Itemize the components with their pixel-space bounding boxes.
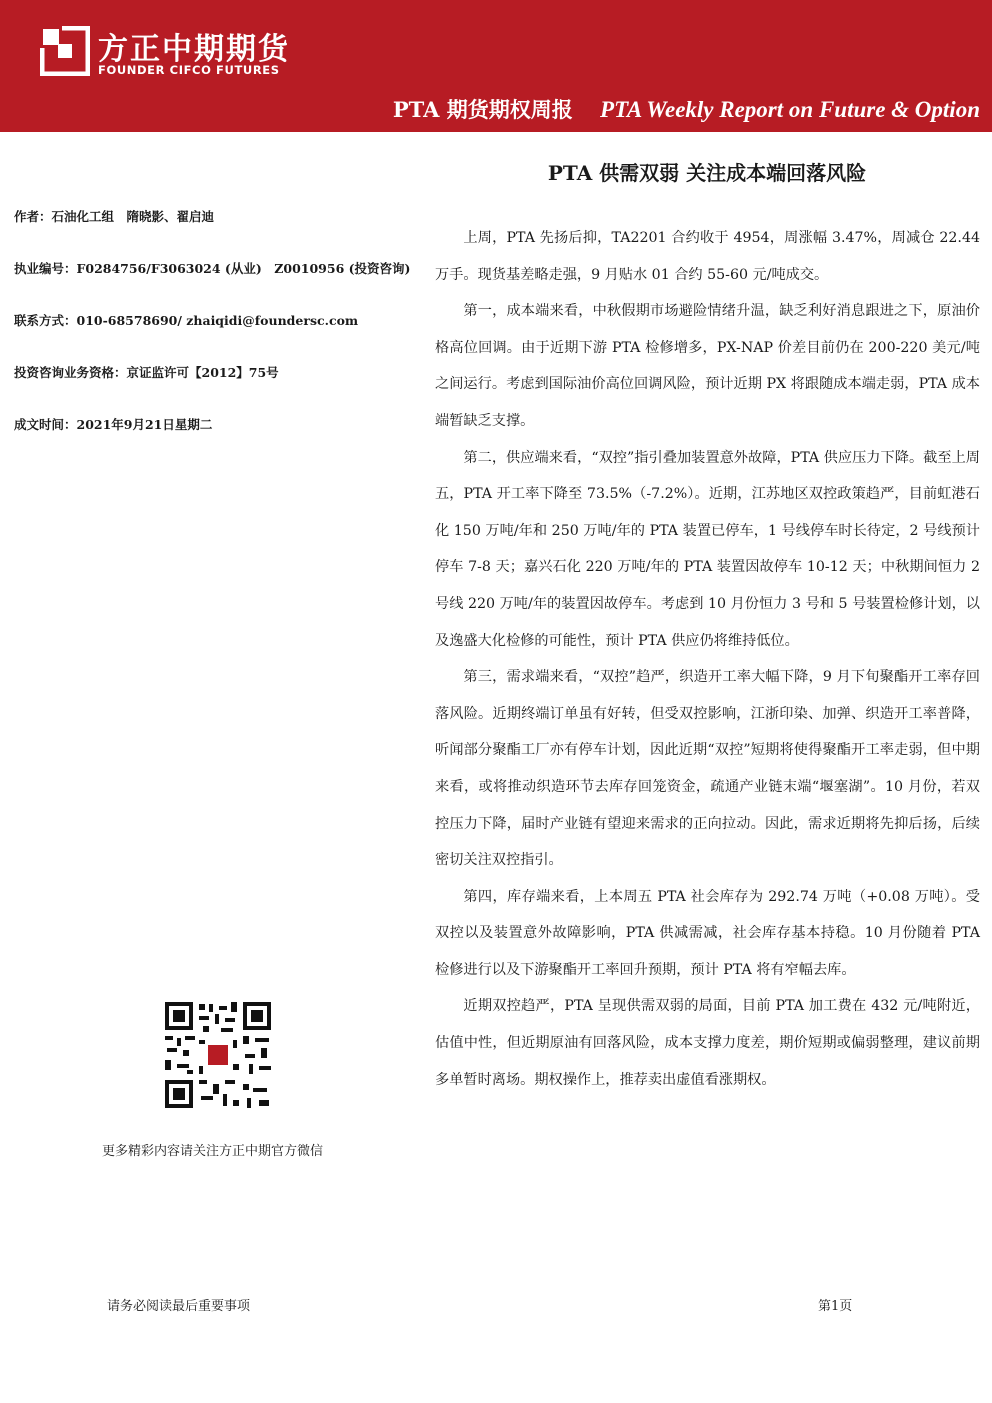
qualification-line: 投资咨询业务资格：京证监许可【2012】75号: [14, 365, 279, 380]
license-line: 执业编号：F0284756/F3063024 (从业) Z0010956 (投资咨询): [14, 261, 411, 276]
qr-caption: 更多精彩内容请关注方正中期官方微信: [101, 1144, 323, 1159]
article-body: [435, 220, 980, 1098]
logo-chinese-name: 方正中期期货: [98, 32, 290, 67]
wechat-qr-code-icon: [163, 1000, 273, 1110]
logo-english-name: FOUNDER CIFCO FUTURES: [98, 63, 280, 77]
founder-logo-icon: [40, 26, 90, 76]
page-number: 第1页: [818, 1299, 853, 1314]
author-info: [14, 207, 424, 467]
paragraph-inventory: 第四，库存端来看，上本周五 PTA 社会库存为 292.74 万吨（+0.08 万吨）。受双控以及装置意外故障影响，PTA 供减需减，社会库存基本持稳。10 月份随着 PTA 检修进行以及下游聚酯开工率回升预期，预计 PTA 将有窄幅去库。: [435, 888, 980, 978]
paragraph-summary: 上周，PTA 先扬后抑，TA2201 合约收于 4954，周涨幅 3.47%，周减仓 22.44 万手。现货基差略走强，9 月贴水 01 合约 55-60 元/吨成交。: [435, 230, 980, 283]
paragraph-demand: 第三，需求端来看，“双控”趋严，织造开工率大幅下降，9 月下旬聚酯开工率存回落风险。近期终端订单虽有好转，但受双控影响，江浙印染、加弹、织造开工率普降，听闻部分聚酯工厂亦有停车计划，因此近期“双控”短期将使得聚酯开工率走弱，但中期来看，或将推动织造环节去库存回笼资金，疏通产业链末端“堰塞湖”。10 月份，若双控压力下降，届时产业链有望迎来需求的正向拉动。因此，需求近期将先抑后扬，后续密切关注双控指引。: [435, 669, 980, 869]
paragraph-conclusion: 近期双控趋严，PTA 呈现供需双弱的局面，目前 PTA 加工费在 432 元/吨附近，估值中性，但近期原油有回落风险，成本支撑力度差，期价短期或偏弱整理，建议前期多单暂时离场。期权操作上，推荐卖出虚值看涨期权。: [435, 998, 980, 1088]
date-line: 成文时间：2021年9月21日星期二: [14, 417, 213, 432]
contact-line: 联系方式：010-68578690/ zhaiqidi@foundersc.com: [14, 313, 359, 328]
author-line: 作者：石油化工组 隋晓影、翟启迪: [14, 209, 215, 224]
paragraph-supply: 第二，供应端来看，“双控”指引叠加装置意外故障，PTA 供应压力下降。截至上周五，PTA 开工率下降至 73.5%（-7.2%）。近期，江苏地区双控政策趋严，目前虹港石化 150 万吨/年和 250 万吨/年的 PTA 装置已停车，1 号线停车时长待定，2 号线预计停车 7-8 天；嘉兴石化 220 万吨/年的 PTA 装置因故停车 10-12 天；中秋期间恒力 2 号线 220 万吨/年的装置因故停车。考虑到 10 月份恒力 3 号和 5 号装置检修计划，以及逸盛大化检修的可能性，预计 PTA 供应仍将维持低位。: [435, 449, 980, 649]
report-series-title: [393, 94, 980, 124]
report-title-en: PTA Weekly Report on Future & Option: [600, 97, 980, 122]
report-title-cn: PTA 期货期权周报: [392, 97, 573, 122]
article-title: PTA 供需双弱 关注成本端回落风险: [547, 161, 867, 185]
report-header: [0, 0, 992, 132]
paragraph-cost: 第一，成本端来看，中秋假期市场避险情绪升温，缺乏利好消息跟进之下，原油价格高位回调。由于近期下游 PTA 检修增多，PX-NAP 价差目前仍在 200-220 美元/吨之间运行。考虑到国际油价高位回调风险，预计近期 PX 将跟随成本端走弱，PTA 成本端暂缺乏支撑。: [435, 303, 980, 429]
footer-notice: 请务必阅读最后重要事项: [107, 1299, 251, 1314]
